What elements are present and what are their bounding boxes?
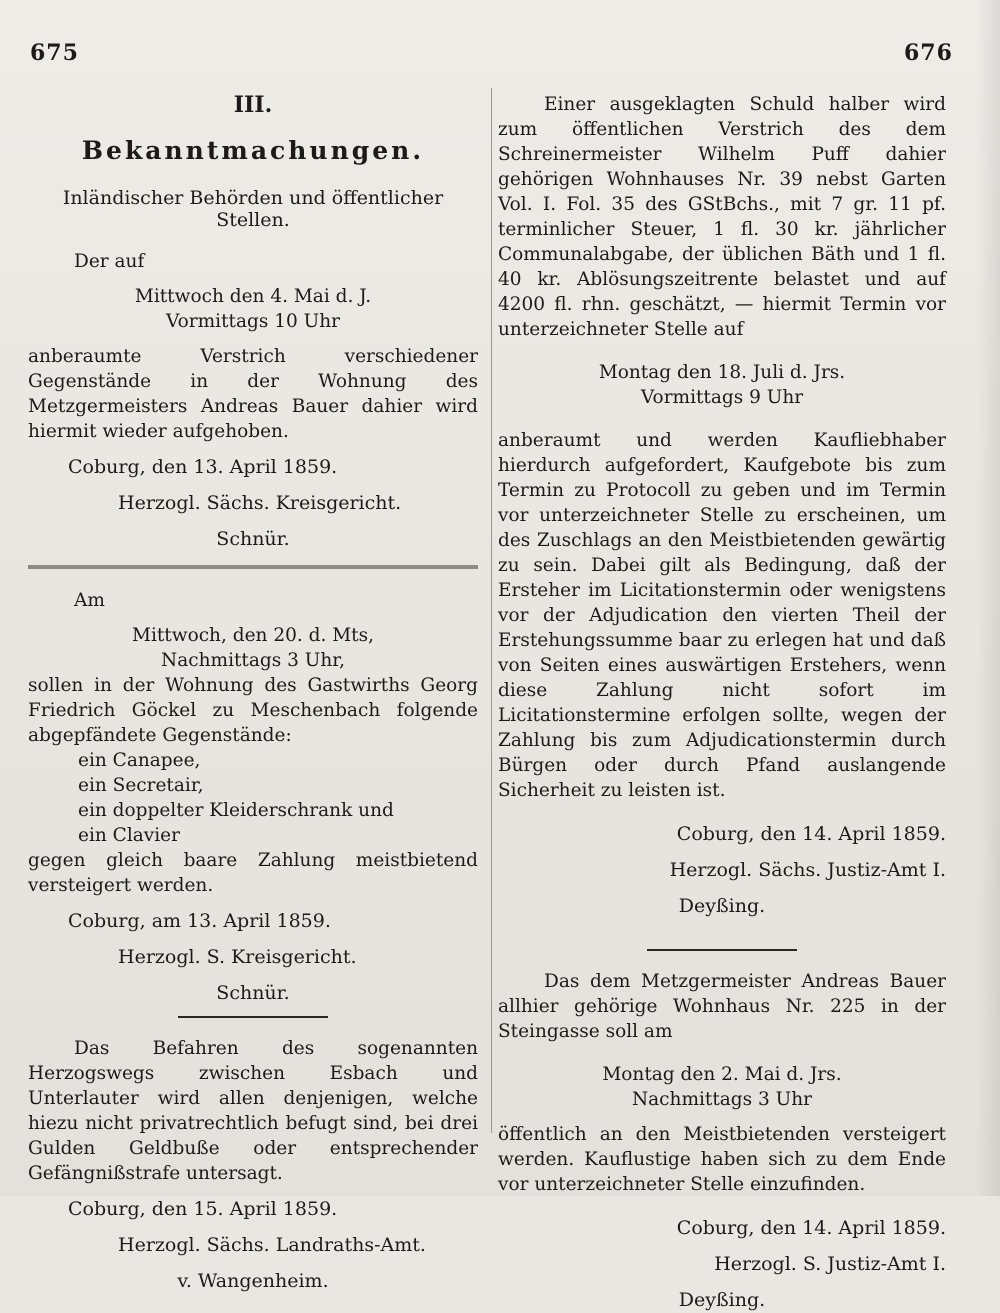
column-divider [491,88,492,1133]
notice-2-authority: Herzogl. S. Kreisgericht. [118,946,357,968]
notice-divider [647,949,797,951]
notice-2-date: Mittwoch, den 20. d. Mts, [132,625,374,646]
page-edge-shadow [976,0,1000,1196]
notice-1-place-date: Coburg, den 13. April 1859. [68,456,338,478]
notice-1-intro: Der auf [74,251,145,272]
notice-5-authority: Herzogl. S. Justiz-Amt I. [714,1253,946,1275]
notice-3 [28,1036,478,1294]
notice-4-body: Einer ausgeklagten Schuld halber wird zum öffentlichen Verstrich des dem Schreinermeister Wilhelm Puff dahier gehörigen Wohnhauses Nr. 39 nebst Garten Vol. I. Fol. 35 des GStBchs., mit 7 gr. 11 pf. terminlicher Steuer, 1 fl. 30 kr. jährlicher Communalabgabe, der üblichen Bäth und 1 fl. 40 kr. Ablösungszeitrente belastet und auf 4200 fl. rhn. geschätzt, — hiermit Termin vor unterzeichneter Stelle auf [498,94,946,340]
notice-5-date: Montag den 2. Mai d. Jrs. [602,1064,842,1085]
notice-4-place-date: Coburg, den 14. April 1859. [676,823,946,845]
notice-4 [498,92,946,919]
notice-1-authority: Herzogl. Sächs. Kreisgericht. [118,492,402,514]
section-number: III. [233,92,273,118]
left-column [28,92,478,1294]
list-item: ein doppelter Kleiderschrank und [78,800,394,821]
notice-3-body: Das Befahren des sogenannten Herzogswegs zwischen Esbach und Unterlauter wird allen denjenigen, welche hiezu nicht privatrechtlich befugt sind, bei drei Gulden Geldbuße oder entsprechender Gefängnißstrafe untersagt. [28,1038,478,1184]
notice-4-time: Vormittags 9 Uhr [640,387,804,408]
notice-5-signer: Deyßing. [678,1289,766,1311]
notice-1-signer: Schnür. [216,528,290,550]
notice-3-authority: Herzogl. Sächs. Landraths-Amt. [118,1234,426,1256]
notice-1-time: Vormittags 10 Uhr [166,311,340,332]
list-item: ein Clavier [78,825,180,846]
section-title: Bekanntmachungen. [81,136,425,165]
list-item: ein Secretair, [78,775,204,796]
notice-3-signer: v. Wangenheim. [177,1270,329,1292]
page-number-left: 675 [30,40,79,66]
notice-2-signer: Schnür. [216,982,290,1004]
notice-5 [498,969,946,1313]
notice-1 [28,249,478,552]
list-item: ein Canapee, [78,750,201,771]
notice-4-body-2: anberaumt und werden Kaufliebhaber hierdurch aufgefordert, Kaufgebote bis zum Termin zu Protocoll zu geben und im Termin vor unterzeichneter Stelle zu erscheinen, um des Zuschlags an den Meistbietenden gewärtig zu sein. Dabei gilt als Bedingung, daß der Ersteher im Licitationstermin oder wenigstens vor der Adjudication den vierten Theil der Erstehungssumme baar zu erlegen hat und daß von Seiten eines auswärtigen Erstehers, wenn diese Zahlung nicht sofort im Licitationstermine erfolgen sollte, wegen der Zahlung bis zum Adjudicationstermin durch Bürgen oder durch Pfand auslangende Sicherheit zu leisten ist. [498,430,946,801]
notice-4-authority: Herzogl. Sächs. Justiz-Amt I. [669,859,946,881]
notice-1-date: Mittwoch den 4. Mai d. J. [134,286,372,307]
notice-2-place-date: Coburg, am 13. April 1859. [68,910,331,932]
notice-4-date: Montag den 18. Juli d. Jrs. [598,362,846,383]
notice-3-place-date: Coburg, den 15. April 1859. [68,1198,338,1220]
notice-divider [178,1016,328,1018]
page-number-right: 676 [904,40,953,66]
notice-5-time: Nachmittags 3 Uhr [631,1089,813,1110]
notice-2-intro: Am [74,590,105,611]
notice-5-body-2: öffentlich an den Meistbietenden versteigert werden. Kauflustige haben sich zu dem Ende vor unterzeichneter Stelle einzufinden. [498,1124,946,1195]
notice-5-place-date: Coburg, den 14. April 1859. [676,1217,946,1239]
notice-2-body: sollen in der Wohnung des Gastwirths Georg Friedrich Göckel zu Meschenbach folgende abgepfändete Gegenstände: [28,675,478,746]
section-divider [28,562,478,572]
notice-5-body: Das dem Metzgermeister Andreas Bauer allhier gehörige Wohnhaus Nr. 225 in der Steingasse soll am [498,971,946,1042]
notice-2-item-list [28,748,478,848]
notice-2-closing: gegen gleich baare Zahlung meistbietend versteigert werden. [28,850,478,896]
right-column [498,92,946,1313]
section-subtitle: Inländischer Behörden und öffentlicher Stellen. [62,187,444,231]
notice-2-time: Nachmittags 3 Uhr, [161,650,345,671]
notice-1-body: anberaumte Verstrich verschiedener Gegenstände in der Wohnung des Metzgermeisters Andreas Bauer dahier wird hiermit wieder aufgehoben. [28,346,478,442]
notice-4-signer: Deyßing. [678,895,766,917]
notice-2 [28,588,478,1006]
